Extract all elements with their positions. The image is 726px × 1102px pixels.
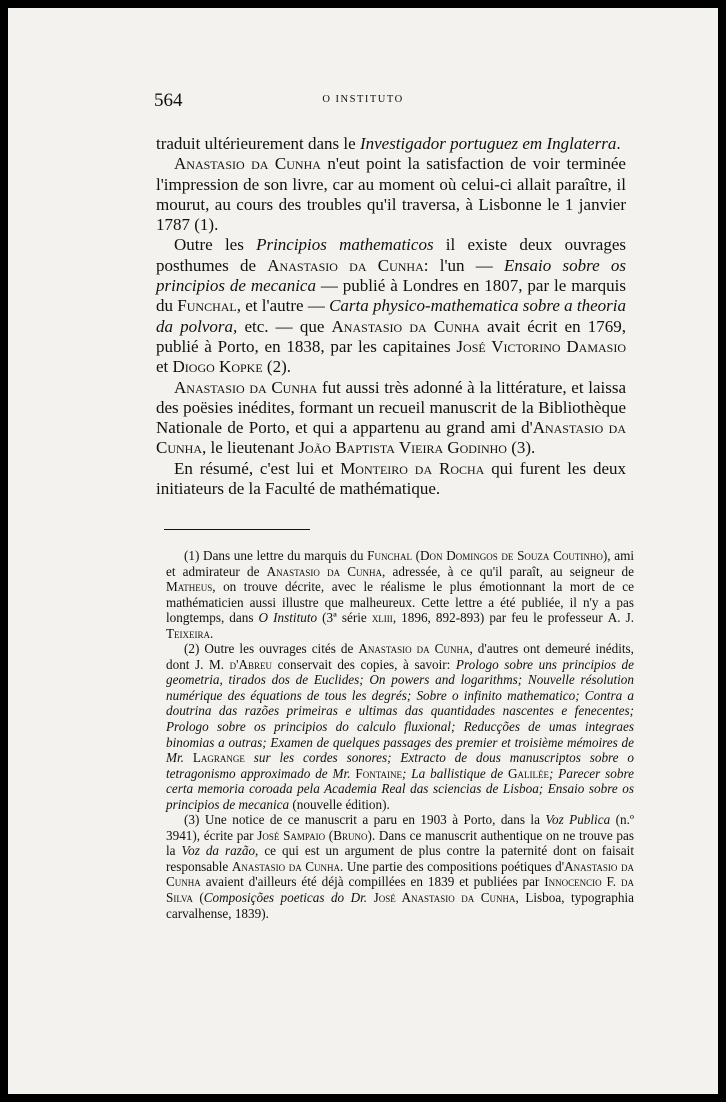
text: (2) Outre les ouvrages cités de <box>184 641 359 657</box>
person-name: Matheus <box>166 579 213 595</box>
italic-title: Ensaio sobre os principios de mecanica <box>156 255 626 296</box>
person-name: Funchal (Don Domingos de Souza Coutinho) <box>367 548 608 563</box>
person-name: Anastasio da Cunha <box>174 377 318 397</box>
text: , d'autres ont demeuré inédits, dont <box>166 641 634 672</box>
text: etc. — que <box>237 316 332 336</box>
person-name: José Victorino Damasio <box>456 336 626 356</box>
italic-title: Principios mathematicos <box>256 235 434 255</box>
person-name: Lagrange <box>192 750 245 766</box>
person-name: José Anastasio da Cunha <box>373 890 516 906</box>
text: (3) Une notice de ce manuscrit a paru en 1903 à Porto, dans la <box>184 812 546 828</box>
text: (n.º 3941), écrite par <box>166 812 634 843</box>
text: , on trouve décrite, avec le réalisme le plus émotionnant la mort de ce mathématicien aussi illustre que malheureux. Cette lettre a été publiée, il n'y a pas longtemps, dans <box>166 579 634 626</box>
text: En résumé, c'est lui et <box>174 458 341 478</box>
text: (3). <box>506 438 536 458</box>
person-name: Funchal <box>177 296 237 316</box>
text: (2). <box>262 357 291 377</box>
text: et <box>156 357 173 377</box>
person-name: Fontaine <box>355 765 402 781</box>
text: , Lisboa, typographia carvalhense, 1839). <box>166 890 634 921</box>
footnote-divider <box>164 529 310 530</box>
text: (nouvelle édition). <box>289 796 390 812</box>
text: traduit ultérieurement dans le <box>156 134 360 153</box>
footnote-3 <box>166 812 634 921</box>
text: . <box>210 625 214 641</box>
person-name: Anastasio da Cunha <box>267 255 424 275</box>
text: n'eut point la satisfaction de voir terminée l'impression de son livre, car au moment où celui-ci allait paraître, il mourut, au cours des troubles qu'il traversa, à Lisbonne le 1 janvier 1787 (1). <box>156 154 626 235</box>
text: , ce qui est un argument de plus contre la paternité dont on faisait responsable <box>166 843 634 874</box>
italic-title: ; Parecer sobre certa memoria coroada pela Academia Real das sciencias de Lisboa; Ensaio sobre os principios de mecanica <box>166 765 634 812</box>
italic-title: Composições poeticas do Dr. <box>203 890 374 906</box>
person-name: Anastasio da Cunha <box>231 858 341 874</box>
text: — publié à Londres en 1807, par le marquis du <box>156 276 626 316</box>
italic-title: O Instituto <box>258 610 318 626</box>
text: , le lieutenant <box>202 438 299 458</box>
running-title: O INSTITUTO <box>322 94 404 105</box>
person-name: J. M. d'Abreu <box>195 656 273 672</box>
paragraph-1 <box>156 134 626 154</box>
text: , adressée, à ce qu'il paraît, au seigneur de <box>382 563 634 579</box>
italic-title: Voz Publica <box>545 812 611 828</box>
italic-title: Investigador portuguez em Inglaterra <box>359 134 617 153</box>
paragraph-5 <box>156 459 626 500</box>
person-name: A. J. Teixeira <box>166 610 634 641</box>
person-name: Anastasio da Cunha <box>358 641 470 657</box>
text: . Une partie des compositions poétiques d' <box>340 858 565 874</box>
text: qui furent les deux initiateurs de la Faculté de mathématique. <box>156 458 626 499</box>
page-number: 564 <box>154 90 183 111</box>
person-name: Galilée <box>508 765 550 781</box>
italic-title: sur les cordes sonores; Extracto de dous manuscriptos sobre o tetragonismo approximado de Mr. <box>166 750 634 781</box>
text: , ami et admirateur de <box>166 548 635 579</box>
text: , 1896, 892-893) par feu le professeur <box>392 610 608 626</box>
text: ( <box>192 890 204 906</box>
text: avaient d'ailleurs été déjà compillées en 1839 et publiées par <box>200 874 545 890</box>
footnote-2 <box>166 641 634 812</box>
person-name: Anastasio da Cunha <box>156 418 626 458</box>
text: : l'un — <box>423 255 504 275</box>
person-name: José Sampaio (Bruno) <box>257 827 372 843</box>
text: , et l'autre — <box>236 296 330 316</box>
text: fut aussi très adonné à la littérature, et laissa des poësies inédites, formant un recueil manuscrit de la Bibliothèque Nationale de Porto, et qui a appartenu au grand ami d' <box>156 377 626 438</box>
page-header <box>8 90 718 112</box>
book-page <box>8 8 718 1094</box>
italic-title: Prologo sobre uns principios de geometria, tirados dos de Euclides; On powers and logarithms; Nouvelle résolution numérique des équations de tous les degrés; Sobre o infinito mathematico; Contra a doutrina das razões primeiras e ultimas das quantidades nascentes e fenecentes; Prologo sobre os principios do calculo fluxional; Reducções de umas integraes binomias a outras; Examen de quelques passages des premier et troisième mémoires de Mr. <box>166 656 634 766</box>
text: conservait des copies, à savoir: <box>272 656 456 672</box>
text: (3ª série <box>317 610 372 626</box>
person-name: Anastasio da Cunha <box>174 154 321 174</box>
person-name: Anastasio da Cunha <box>166 858 634 890</box>
text: . <box>616 134 621 153</box>
text: avait écrit en 1769, publié à Porto, en 1838, par les capitaines <box>156 316 626 356</box>
italic-title: Voz da razão <box>181 843 256 859</box>
person-name: Monteiro da Rocha <box>340 458 485 478</box>
paragraph-2 <box>156 154 626 235</box>
main-text <box>156 134 626 499</box>
person-name: Anastasio da Cunha <box>266 563 383 579</box>
footnotes <box>166 548 634 921</box>
volume-number: xliii <box>371 610 393 626</box>
person-name: Anastasio da Cunha <box>331 316 480 336</box>
person-name: Innocencio F. da Silva <box>166 874 634 906</box>
paragraph-3 <box>156 235 626 377</box>
footnote-1 <box>166 548 634 641</box>
italic-title: ; La ballistique de <box>402 765 508 781</box>
text: il existe deux ouvrages posthumes de <box>156 235 627 275</box>
paragraph-4 <box>156 378 626 459</box>
person-name: Diogo Kopke <box>172 357 263 377</box>
text: (1) Dans une lettre du marquis du <box>184 548 368 563</box>
text: Outre les <box>174 235 257 255</box>
person-name: João Baptista Vieira Godinho <box>298 438 507 458</box>
text: . Dans ce manuscrit authentique on ne trouve pas la <box>166 827 634 859</box>
italic-title: Carta physico-mathematica sobre a theoria da polvora, <box>156 296 627 336</box>
